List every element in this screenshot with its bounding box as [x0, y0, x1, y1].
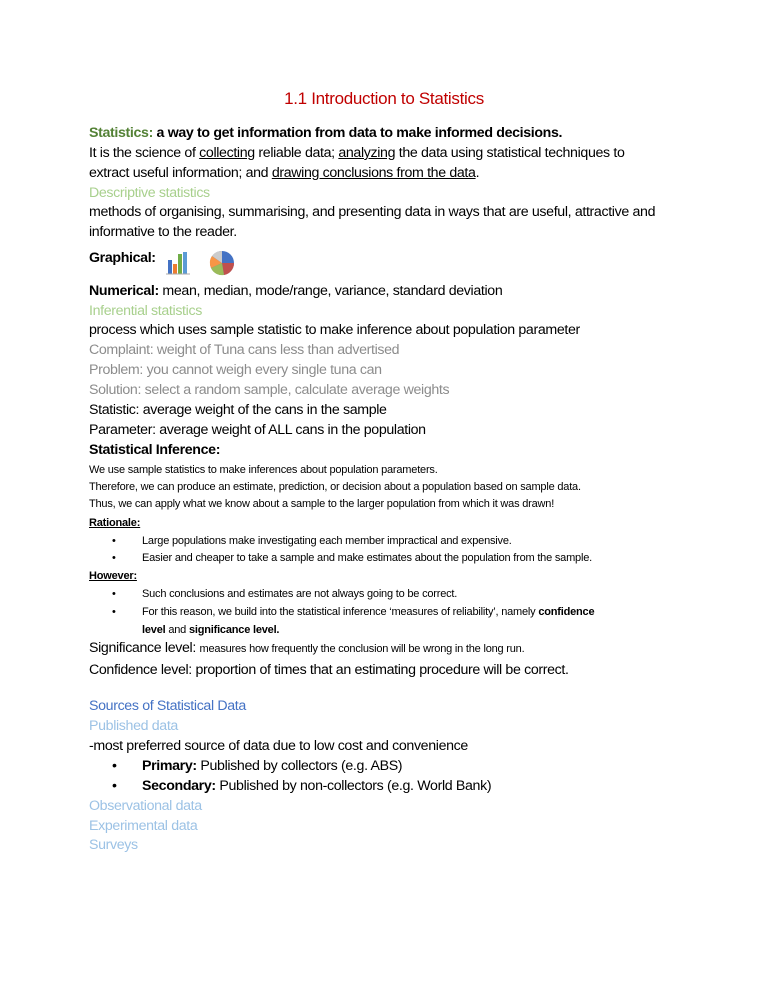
text: analyzing	[338, 145, 396, 161]
list-item: Large populations make investigating each member impractical and expensive.	[142, 535, 512, 547]
text: measures how frequently the conclusion will be wrong in the long run.	[199, 643, 525, 655]
text-line: Complaint: weight of Tuna cans less than advertised	[89, 342, 400, 358]
text-line: Statistic: average weight of the cans in the sample	[89, 402, 387, 418]
bullet: •	[112, 535, 116, 547]
text-line: Confidence level: proportion of times that an estimating procedure will be correct.	[89, 662, 569, 678]
text: Statistical Inference:	[89, 442, 221, 458]
text-line	[89, 282, 502, 300]
text: confidence	[538, 606, 595, 618]
text: extract useful information; and	[89, 165, 272, 181]
text-line: Thus, we can apply what we know about a sample to the larger population from which it was drawn!	[89, 498, 555, 510]
text-line: Parameter: average weight of ALL cans in the population	[89, 422, 426, 438]
text-line	[89, 164, 479, 182]
text-line: informative to the reader.	[89, 224, 237, 240]
statistics-definition	[89, 124, 562, 142]
page-title: 1.1 Introduction to Statistics	[284, 89, 484, 108]
graphical-label	[89, 249, 156, 267]
definition: a way to get information from data to make informed decisions.	[152, 125, 563, 141]
heading-observational: Observational data	[89, 798, 202, 814]
heading-inferential: Inferential statistics	[89, 303, 202, 319]
heading-experimental: Experimental data	[89, 818, 198, 834]
text-line: methods of organising, summarising, and presenting data in ways that are useful, attractive and	[89, 204, 656, 220]
list-item: Easier and cheaper to take a sample and make estimates about the population from the sample.	[142, 552, 592, 564]
chart-thumbnails	[160, 244, 250, 280]
text: Rationale:	[89, 517, 141, 529]
list-item-continued	[142, 621, 279, 639]
bullet: •	[112, 606, 116, 618]
text: Published by collectors (e.g. ABS)	[196, 758, 403, 774]
text: and	[165, 624, 189, 636]
text: Graphical:	[89, 250, 156, 266]
text: Primary:	[142, 758, 197, 774]
text: drawing conclusions from the data	[271, 165, 476, 181]
list-item	[142, 777, 491, 795]
bullet: •	[112, 778, 117, 794]
text: reliable data;	[254, 145, 339, 161]
text: level	[142, 624, 166, 636]
text: the data using statistical techniques to	[395, 145, 625, 161]
text: significance level.	[188, 624, 280, 636]
bullet: •	[112, 588, 116, 600]
heading-statistical-inference	[89, 441, 220, 459]
text-line: process which uses sample statistic to make inference about population parameter	[89, 322, 580, 338]
text-line	[89, 144, 625, 162]
heading-rationale	[89, 514, 140, 532]
heading-published: Published data	[89, 718, 178, 734]
list-item: Such conclusions and estimates are not always going to be correct.	[142, 588, 458, 600]
text: .	[475, 165, 480, 181]
text: collecting	[199, 145, 255, 161]
text: For this reason, we build into the statistical inference ‘measures of reliability’, namely	[142, 606, 539, 618]
text-line: Therefore, we can produce an estimate, prediction, or decision about a population based on sample data.	[89, 481, 581, 493]
list-item	[142, 757, 402, 775]
bullet: •	[112, 758, 117, 774]
text: Published by non-collectors (e.g. World Bank)	[215, 778, 492, 794]
text-line	[89, 639, 524, 658]
text-line: We use sample statistics to make inferences about population parameters.	[89, 464, 438, 476]
bullet: •	[112, 552, 116, 564]
heading-sources: Sources of Statistical Data	[89, 698, 246, 714]
text: However:	[89, 570, 137, 582]
heading-however	[89, 567, 137, 585]
bar-chart-thumbnail-icon	[160, 244, 250, 280]
heading-descriptive: Descriptive statistics	[89, 185, 210, 201]
text-line: Solution: select a random sample, calculate average weights	[89, 382, 450, 398]
text: Significance level:	[89, 640, 200, 656]
text: mean, median, mode/range, variance, standard deviation	[158, 283, 503, 299]
text-line: Problem: you cannot weigh every single tuna can	[89, 362, 382, 378]
text-line: -most preferred source of data due to low cost and convenience	[89, 738, 468, 754]
heading-surveys: Surveys	[89, 837, 138, 853]
text: Secondary:	[142, 778, 216, 794]
text: It is the science of	[89, 145, 200, 161]
term: Statistics:	[89, 125, 153, 141]
list-item	[142, 603, 594, 621]
text: Numerical:	[89, 283, 159, 299]
